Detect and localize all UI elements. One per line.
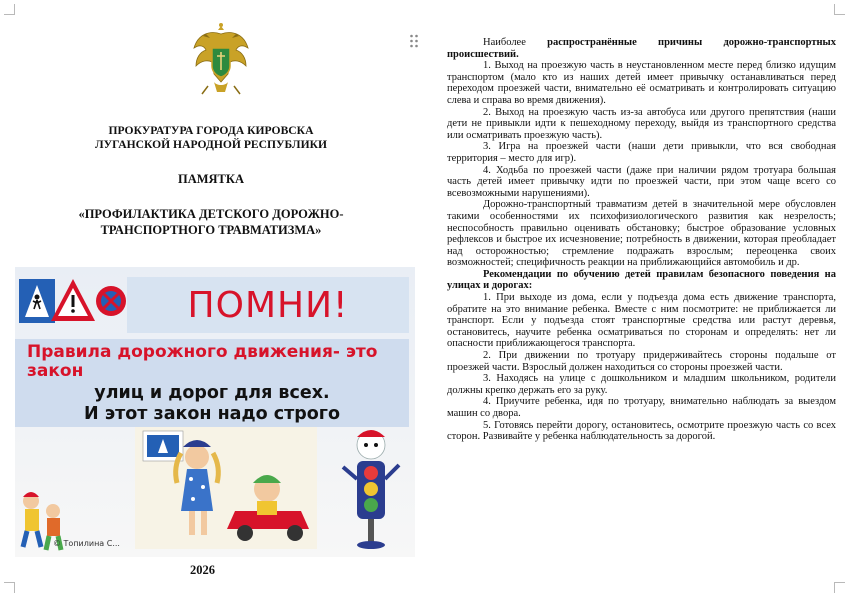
page-corner-mark [4,582,15,593]
organization-heading [40,124,382,152]
recommendation-paragraph: 1. При выходе из дома, если у подъезда дома есть движение транспорта, обратите на это внимание ребенка. Вместе с ним посмотрите: не приближается ли транспорт. Если у подъезда стоят транспортные средства или растут деревья, остановитесь, научите ребенка осматриваться по сторонам и определять: нет ли опасности приближающегося транспорта. [447,292,836,350]
page-corner-mark [4,4,15,15]
poster-rule-line-1: Правила дорожного движения- это закон [27,342,378,381]
recommendation-paragraph: 3. Находясь на улице с дошкольником и младшим школьником, родители должны крепко держать его за руку. [447,373,836,396]
recommendation-paragraph: 2. При движении по тротуару придерживайтесь стороны подальше от проезжей части. Взрослый должен находиться со стороны проезжей части. [447,350,836,373]
warning-sign-icon [51,279,95,321]
recommendation-paragraph: 5. Готовясь перейти дорогу, остановитесь, осмотрите проезжую часть со всех сторон. Развивайте у ребенка наблюдательность за дорогой. [447,419,836,443]
road-signs [15,273,127,333]
document-topic [40,206,382,238]
poster-illustration [15,267,415,557]
emblem-icon [192,22,250,98]
kids-illustration [135,427,317,549]
cause-paragraph: 3. Игра на проезжей части (наши дети привыкли, что вся свободная территория – место для игр). [447,141,836,164]
recommendations-heading [447,269,836,292]
topic-line-2: ТРАНСПОРТНОГО ТРАВМАТИЗМА» [100,223,322,237]
pedestrian-sign-icon [19,279,55,323]
poster-rule-line-2: улиц и дорог для всех. [94,383,330,403]
no-stopping-sign-icon [96,286,126,316]
intro-bold: распространённые причины дорожно-транспортных происшествий. [447,37,836,60]
page-corner-mark [834,582,845,593]
organization-line-1: ПРОКУРАТУРА ГОРОДА КИРОВСКА [108,124,314,137]
intro-paragraph [447,37,836,60]
poster-rules-banner [15,339,409,427]
drag-handle-icon[interactable] [409,34,419,48]
page-corner-mark [834,4,845,15]
recommendation-paragraph: 4. Приучите ребенка, идя по тротуару, внимательно наблюдать за выездом машин со двора. [447,396,836,419]
poster-headline-banner [127,277,409,333]
poster-credit: © Топилина С... [53,539,120,548]
poster-rule-line-3: И этот закон надо строго [84,404,340,424]
cause-paragraph: 4. Ходьба по проезжей части (даже при наличии рядом тротуара большая часть детей имеет привычку идти по проезжей части, при этом чаще всего со всевозможными нарушениями). [447,164,836,199]
right-column-text [447,37,836,443]
explanation-paragraph: Дорожно-транспортный травматизм детей в значительной мере обусловлен такими особенностями их психофизиологического развития как незрелость; неспособность правильно оценивать обстановку; быстрое образование условных рефлексов и быстрое их исчезновение; потребность в движении, которая преобладает над осторожностью; стремление подражать взрослым; переоценка своих возможностей; специфичность реакции на приближающийся автомобиль и др. [447,199,836,269]
intro-plain: Наиболее [483,37,548,48]
traffic-light-character-icon [335,427,405,555]
recommendations-title: Рекомендации по обучению детей правилам безопасного поведения на улицах и дорогах: [447,268,836,292]
organization-line-2: ЛУГАНСКОЙ НАРОДНОЙ РЕСПУБЛИКИ [94,138,328,151]
topic-line-1: «ПРОФИЛАКТИКА ДЕТСКОГО ДОРОЖНО- [78,207,344,221]
document-type: ПАМЯТКА [177,172,244,186]
cause-paragraph: 2. Выход на проезжую часть из-за автобуса или другого препятствия (наши дети не привыкли идти к пешеходному переходу, выйдя из транспортного средства или осматривать проезжую часть). [447,106,836,141]
document-year: 2026 [190,563,215,577]
poster-headline: ПОМНИ! [187,284,349,326]
cause-paragraph: 1. Выход на проезжую часть в неустановленном месте перед близко идущим транспортом (мало кто из наших детей имеет привычку останавливаться перед переходом проезжей части, внимательно её осматривать и контролировать ситуацию слева и справа во время движения). [447,60,836,106]
